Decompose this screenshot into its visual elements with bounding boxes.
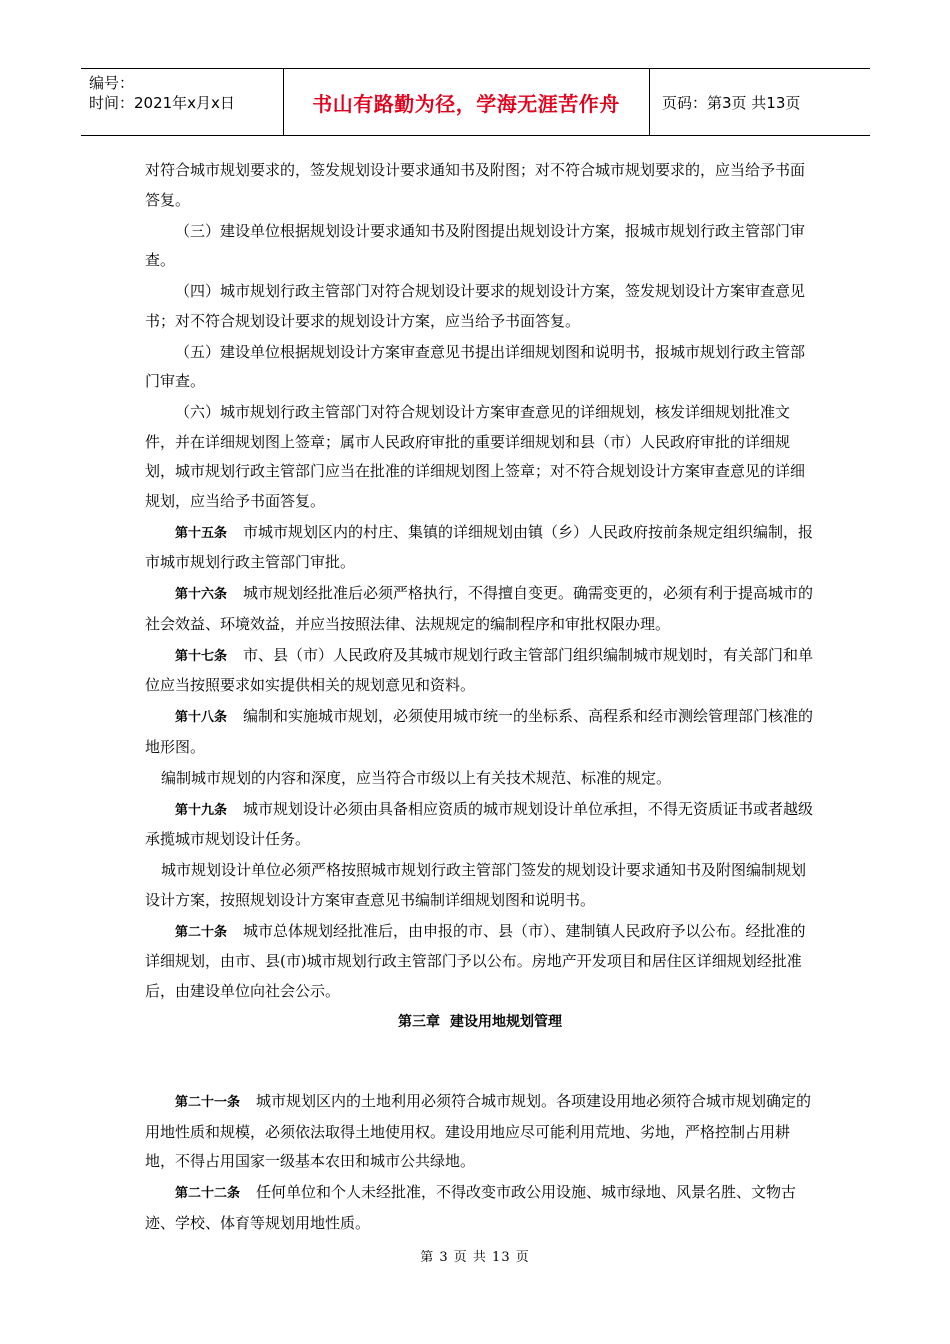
article-16 xyxy=(145,579,815,639)
article-text: 城市规划区内的土地利用必须符合城市规划。各项建设用地必须符合城市规划确定的用地性质和规模，必须依法取得土地使用权。建设用地应尽可能利用荒地、劣地，严格控制占用耕地，不得占用国家一级基本农田和城市公共绿地。 xyxy=(145,1092,812,1170)
paragraph: 编制城市规划的内容和深度，应当符合市级以上有关技术规范、标准的规定。 xyxy=(161,768,672,787)
article-15 xyxy=(145,518,815,578)
article-17 xyxy=(145,641,815,701)
article-text: 城市规划经批准后必须严格执行，不得擅自变更。确需变更的，必须有利于提高城市的社会效益、环境效益，并应当按照法律、法规规定的编制程序和审批权限办理。 xyxy=(145,584,814,633)
page-footer: 第 3 页 共 13 页 xyxy=(420,1250,530,1265)
article-19 xyxy=(145,795,815,855)
article-title: 第二十一条 xyxy=(175,1095,241,1110)
serial-label: 编号： xyxy=(89,74,135,92)
chapter-title: 建设用地规划管理 xyxy=(450,1013,562,1030)
header-meta xyxy=(89,73,235,113)
header-motto: 书山有路勤为径，学海无涯苦作舟 xyxy=(312,91,620,116)
article-text: 任何单位和个人未经批准，不得改变市政公用设施、城市绿地、风景名胜、文物古迹、学校、体育等规划用地性质。 xyxy=(145,1183,797,1232)
article-title: 第二十二条 xyxy=(175,1186,241,1201)
paragraph: 城市规划设计单位必须严格按照城市规划行政主管部门签发的规划设计要求通知书及附图编制规划设计方案，按照规划设计方案审查意见书编制详细规划图和说明书。 xyxy=(145,861,807,909)
article-18 xyxy=(145,702,815,762)
date-label: 时间：2021年x月x日 xyxy=(89,94,235,112)
article-title: 第十八条 xyxy=(175,710,228,725)
article-text: 编制和实施城市规划，必须使用城市统一的坐标系、高程系和经市测绘管理部门核准的地形图。 xyxy=(145,707,814,756)
chapter-number: 第三章 xyxy=(398,1013,440,1030)
chapter-heading xyxy=(145,1008,815,1038)
article-title: 第十七条 xyxy=(175,648,228,664)
article-text: 城市规划设计必须由具备相应资质的城市规划设计单位承担，不得无资质证书或者越级承揽城市规划设计任务。 xyxy=(145,799,814,848)
paragraph: （四）城市规划行政主管部门对符合规划设计要求的规划设计方案，签发规划设计方案审查意见书；对不符合规划设计要求的规划设计方案，应当给予书面答复。 xyxy=(145,282,806,330)
document-body xyxy=(145,156,815,1240)
paragraph: 对符合城市规划要求的，签发规划设计要求通知书及附图；对不符合城市规划要求的，应当给予书面答复。 xyxy=(145,161,806,209)
article-text: 城市总体规划经批准后，由申报的市、县（市）、建制镇人民政府予以公布。经批准的详细规划，由市、县(市)城市规划行政主管部门予以公布。房地产开发项目和居住区详细规划经批准后，由建设单位向社会公示。 xyxy=(145,921,806,1000)
header-page-info: 页码：第3页 共13页 xyxy=(662,93,801,112)
article-title: 第二十条 xyxy=(175,924,228,940)
article-text: 市、县（市）人民政府及其城市规划行政主管部门组织编制城市规划时，有关部门和单位应当按照要求如实提供相关的规划意见和资料。 xyxy=(145,645,814,694)
article-title: 第十六条 xyxy=(175,587,228,602)
paragraph: （六）城市规划行政主管部门对符合规划设计方案审查意见的详细规划，核发详细规划批准文件，并在详细规划图上签章；属市人民政府审批的重要详细规划和县（市）人民政府审批的详细规划，城市规划行政主管部门应当在批准的详细规划图上签章；对不符合规划设计方案审查意见的详细规划，应当给予书面答复。 xyxy=(145,403,806,510)
header-divider xyxy=(649,69,650,135)
paragraph: （五）建设单位根据规划设计方案审查意见书提出详细规划图和说明书，报城市规划行政主管部门审查。 xyxy=(145,342,806,390)
article-22 xyxy=(145,1178,815,1238)
article-20 xyxy=(145,917,815,1007)
page-header xyxy=(81,68,870,136)
article-21 xyxy=(145,1087,815,1177)
article-text: 市城市规划区内的村庄、集镇的详细规划由镇（乡）人民政府按前条规定组织编制，报市城市规划行政主管部门审批。 xyxy=(145,522,814,571)
paragraph: （三）建设单位根据规划设计要求通知书及附图提出规划设计方案，报城市规划行政主管部门审查。 xyxy=(145,221,806,269)
article-title: 第十九条 xyxy=(175,802,228,818)
article-title: 第十五条 xyxy=(175,525,228,541)
